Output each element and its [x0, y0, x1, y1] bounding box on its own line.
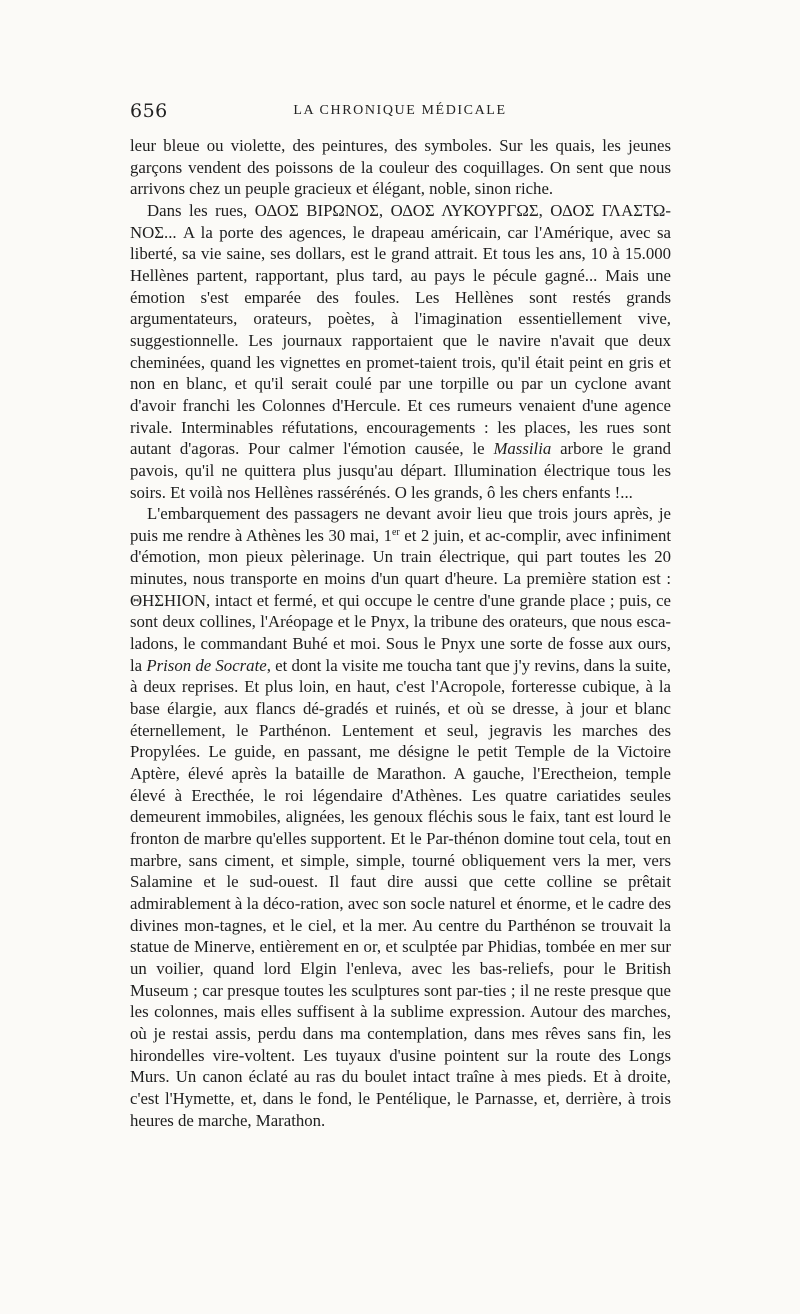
paragraph [130, 503, 671, 1131]
paragraph [130, 200, 671, 503]
page-number: 656 [130, 100, 168, 122]
text-run: leur bleue ou violette, des peintures, des symboles. Sur les quais, les jeunes garçons vendent des poissons de la couleur des coquillages. On sent que nous arrivons chez un peuple gracieux et élégant, noble, sinon riche. [130, 136, 671, 199]
text-run: , et dont la visite me toucha tant que j'y revins, dans la suite, à deux reprises. Et plus loin, en haut, c'est l'Acropole, forteresse cubique, à la base élargie, aux flancs dé-gradés et ruinés, et où se dresse, à jour et blanc éternellement, le Parthénon. Lentement et seul, jegravis les marches des Propylées. Le guide, en passant, me désigne le petit Temple de la Victoire Aptère, élevé après la bataille de Marathon. A gauche, l'Erectheion, temple élevé à Erecthée, le roi légendaire d'Athènes. Les quatre cariatides seules demeurent immobiles, alignées, les genoux fléchis sous le faix, tant est lourd le fronton de marbre qu'elles supportent. Et le Par-thénon domine tout cela, tout en marbre, sans ciment, et simple, simple, tourné obliquement vers la mer, vers Salamine et le sud-ouest. Il faut dire aussi que cette colline se prêtait admirablement à la déco-ration, avec son socle naturel et énorme, et le cadre des divines mon-tagnes, et le ciel, et la mer. Au centre du Parthénon se trouvait la statue de Minerve, entièrement en or, et sculptée par Phidias, tombée en mer sur un voilier, quand lord Elgin l'enleva, avec les bas-reliefs, pour le British Museum ; car presque toutes les sculptures sont par-ties ; il ne reste presque que les colonnes, mais elles suffisent à la sublime expression. Autour des marches, où je restai assis, perdu dans ma contemplation, dans mes rêves sans fin, les hirondelles vire-voltent. Les tuyaux d'usine pointent sur la route des Longs Murs. Un canon éclaté au ras du boulet intact traîne à mes pieds. Et à droite, c'est l'Hymette, et, dans le fond, le Pentélique, le Parnasse, et, derrière, à trois heures de marche, Marathon. [130, 655, 671, 1130]
superscript-text: er [391, 526, 400, 538]
body-text [130, 135, 671, 1131]
text-run: Dans les rues, ΟΔΟΣ ΒΙΡΩΝΟΣ, ΟΔΟΣ ΛΥΚΟΥΡΓΩΣ, ΟΔΟΣ ΓΛΑΣΤΩ-ΝΟΣ... A la porte des agences, le drapeau américain, car l'Amérique, avec sa liberté, sa vie saine, ses dollars, est le grand attrait. Et tous les ans, 10 à 15.000 Hellènes partent, rapportant, plus tard, au pays le pécule gagné... Mais une émotion s'est emparée des foules. Les Hellènes sont restés grands argumentateurs, orateurs, poètes, à l'imagination essentiellement vive, suggestionnelle. Les journaux rapportaient que le navire n'avait que deux cheminées, quand les vignettes en promet-taient trois, qu'il était peint en gris et non en blanc, et qu'il serait coulé par une torpille ou par un cyclone avant d'avoir franchi les Colonnes d'Hercule. Et ces rumeurs venaient d'une agence rivale. Interminables réfutations, encouragements : les places, les rues sont autant d'agoras. Pour calmer l'émotion causée, le [130, 200, 671, 459]
running-title: LA CHRONIQUE MÉDICALE [293, 103, 507, 118]
italic-text: Prison de Socrate [146, 655, 267, 675]
text-run: L'embarquement des passagers ne devant avoir lieu que trois jours après, je puis me rendre à Athènes les 30 mai, 1 [130, 504, 671, 545]
text-run: arbore le grand pavois, qu'il ne quittera plus jusqu'au départ. Illumination électrique tous les soirs. Et voilà nos Hellènes rassérénés. O les grands, ô les chers enfants !... [130, 439, 671, 502]
italic-text: Massilia [493, 439, 552, 459]
text-run: et 2 juin, et ac-complir, avec infiniment d'émotion, mon pieux pèlerinage. Un train électrique, qui part toutes les 20 minutes, nous transporte en moins d'un quart d'heure. La première station est : ΘΗΣΗΙΟΝ, intact et fermé, et qui occupe le centre d'une grande place ; puis, ce sont deux collines, l'Aréopage et le Pnyx, la tribune des orateurs, que nous esca-ladons, le commandant Buhé et moi. Sous le Pnyx une sorte de fosse aux ours, la [130, 525, 671, 675]
page-header [130, 100, 670, 130]
paragraph [130, 135, 671, 200]
